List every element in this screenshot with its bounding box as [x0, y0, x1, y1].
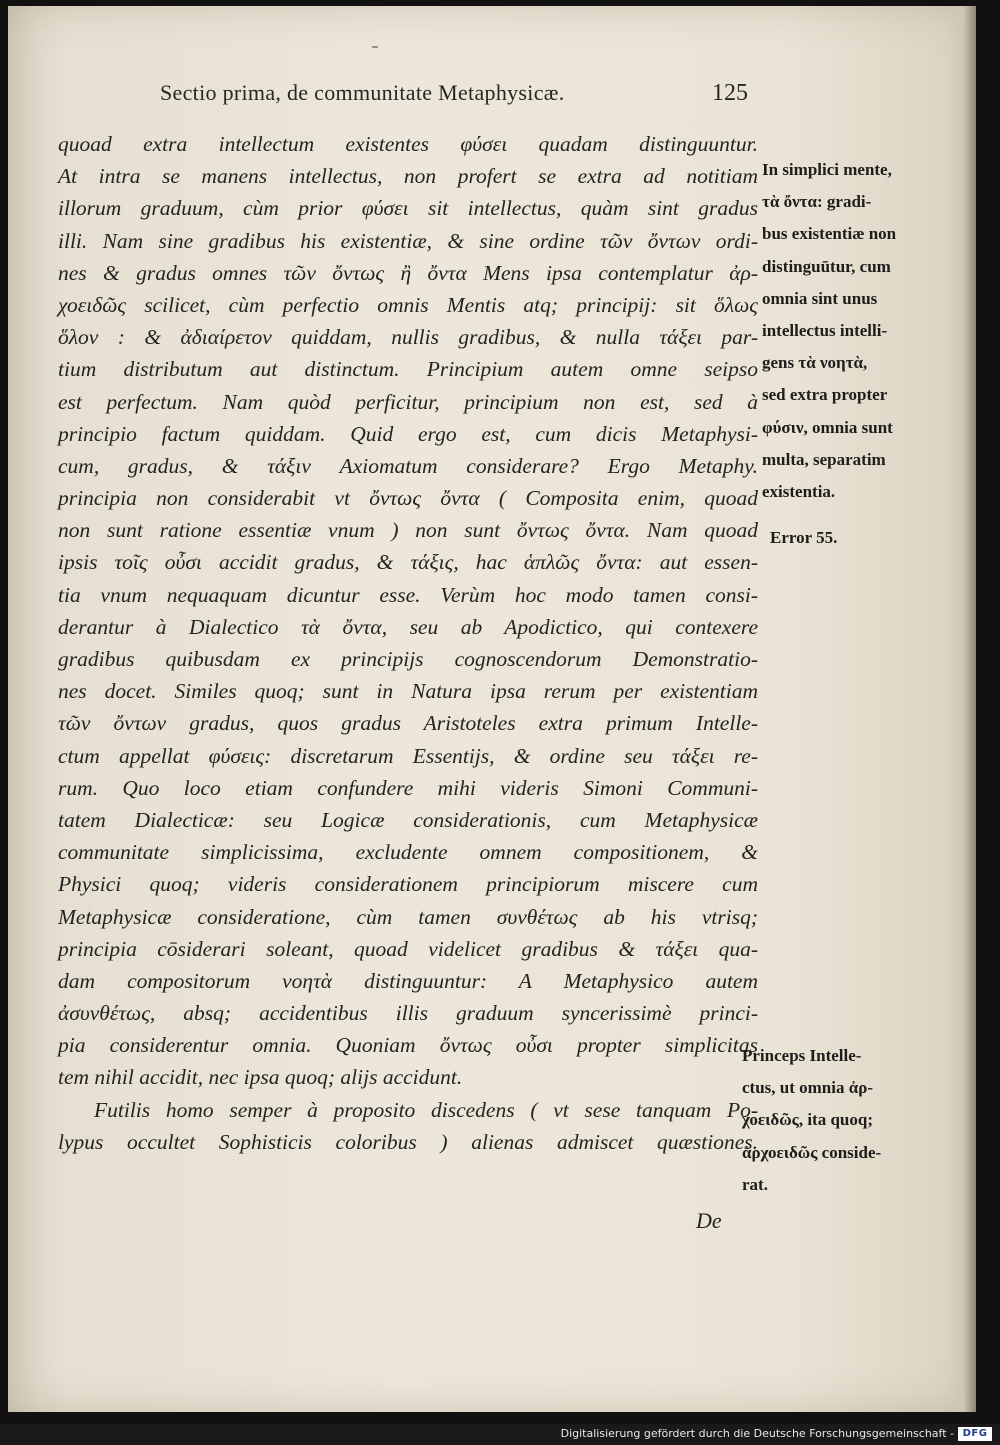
margin-note-line: ἀρχοειδῶς conside- [742, 1142, 882, 1162]
margin-note-line: multa, separatim [762, 449, 886, 469]
text-line: pia considerentur omnia. Quoniam ὄντως οὖσι propter simplicitas [58, 1033, 758, 1058]
page-mark [372, 46, 378, 48]
margin-note-line: χοειδῶς, ita quoq; [742, 1110, 873, 1130]
text-line: ἀσυνθέτως, absq; accidentibus illis graduum syncerissimè princi- [58, 1001, 758, 1026]
text-line: illorum graduum, cùm prior φύσει sit intellectus, quàm sint gradus [58, 196, 758, 221]
text-line: est perfectum. Nam quòd perficitur, principium non est, sed à [58, 389, 758, 414]
text-line: communitate simplicissima, excludente omnem compositionem, & [58, 840, 758, 865]
dfg-logo: DFG [958, 1427, 992, 1441]
text-line: τῶν ὄντων gradus, quos gradus Aristoteles extra primum Intelle- [58, 711, 758, 736]
text-line: illi. Nam sine gradibus his existentiæ, & sine ordine τῶν ὄντων ordi- [58, 228, 758, 253]
margin-note-line: τὰ ὄντα: gradi- [762, 192, 872, 212]
text-line: principia cōsiderari soleant, quoad videlicet gradibus & τάξει qua- [58, 936, 758, 961]
text-line: quoad extra intellectum existentes φύσει quadam distinguuntur. [58, 132, 758, 156]
text-line: Physici quoq; videris considerationem principiorum miscere cum [58, 872, 758, 897]
text-line: tem nihil accidit, nec ipsa quoq; alijs accidunt. [58, 1065, 463, 1090]
text-line: At intra se manens intellectus, non profert se extra ad notitiam [58, 164, 758, 189]
margin-note [742, 1040, 881, 1201]
margin-note-line: distinguūtur, cum [762, 256, 891, 276]
text-line: tium distributum aut distinctum. Principium autem omne seipso [58, 357, 758, 382]
margin-note-line: omnia sint unus [762, 288, 878, 308]
page-edge [950, 6, 976, 1412]
catchword: De [696, 1208, 722, 1233]
margin-note [762, 154, 896, 508]
margin-note-line: intellectus intelli- [762, 320, 888, 340]
text-line: rum. Quo loco etiam confundere mihi videris Simoni Communi- [58, 775, 758, 800]
text-line: Futilis homo semper à proposito discedens ( vt sese tanquam Po- [94, 1097, 758, 1122]
text-line: Metaphysicæ consideratione, cùm tamen συνθέτως ab his vtrisq; [58, 904, 758, 929]
text-line: cum, gradus, & τάξιν Axiomatum considerare? Ergo Metaphy. [58, 453, 758, 478]
text-line: tatem Dialecticæ: seu Logicæ considerationis, cum Metaphysicæ [58, 807, 758, 832]
text-line: ὅλον : & ἀδιαίρετον quiddam, nullis gradibus, & nulla τάξει par- [58, 325, 758, 350]
margin-note-error [770, 522, 837, 554]
main-text [58, 128, 758, 1158]
margin-note-line: gens τὰ νοητὰ, [762, 353, 868, 373]
margin-note-line: Princeps Intelle- [742, 1046, 862, 1065]
text-line: nes docet. Similes quoq; sunt in Natura ipsa rerum per existentiam [58, 679, 758, 704]
funding-footer [0, 1424, 1000, 1445]
text-line: derantur à Dialectico τὰ ὄντα, seu ab Apodictico, qui contexere [58, 614, 758, 639]
text-line: ctum appellat φύσεις: discretarum Essentijs, & ordine seu τάξει re- [58, 743, 758, 768]
margin-note-line: sed extra propter [762, 385, 888, 405]
text-line: nes & gradus omnes τῶν ὄντως ἢ ὄντα Mens ipsa contemplatur ἀρ- [58, 260, 758, 285]
margin-note-line: rat. [742, 1174, 768, 1194]
text-line: lypus occultet Sophisticis coloribus ) alienas admiscet quæstiones. [58, 1129, 758, 1154]
margin-note-line: φύσιν, omnia sunt [762, 417, 893, 437]
text-line: ipsis τοῖς οὖσι accidit gradus, & τάξις, hac ἁπλῶς ὄντα: aut essen- [58, 550, 758, 575]
margin-note-line: existentia. [762, 481, 836, 501]
text-line: tia vnum nequaquam dicuntur esse. Verùm hoc modo tamen consi- [58, 582, 758, 607]
text-line: gradibus quibusdam ex principijs cognoscendorum Demonstratio- [58, 647, 758, 671]
text-line: non sunt ratione essentiæ vnum ) non sunt ὄντως ὄντα. Nam quoad [58, 518, 758, 543]
text-line: principia non considerabit vt ὄντως ὄντα ( Composita enim, quoad [58, 486, 758, 511]
page-number: 125 [712, 80, 748, 106]
funding-text: Digitalisierung gefördert durch die Deutsche Forschungsgemeinschaft - [560, 1427, 954, 1440]
margin-note-line: bus existentiæ non [762, 224, 897, 244]
margin-note-line: Error 55. [770, 528, 838, 547]
running-title: Sectio prima, de communitate Metaphysicæ. [160, 80, 565, 105]
text-line: principio factum quiddam. Quid ergo est, cum dicis Metaphysi- [58, 421, 758, 446]
margin-note-line: In simplici mente, [762, 160, 892, 179]
margin-note-line: ctus, ut omnia ἀρ- [742, 1078, 873, 1098]
text-line: χοειδῶς scilicet, cùm perfectio omnis Mentis atq; principij: sit ὅλως [58, 292, 758, 317]
text-line: dam compositorum νοητὰ distinguuntur: A Metaphysico autem [58, 968, 758, 993]
